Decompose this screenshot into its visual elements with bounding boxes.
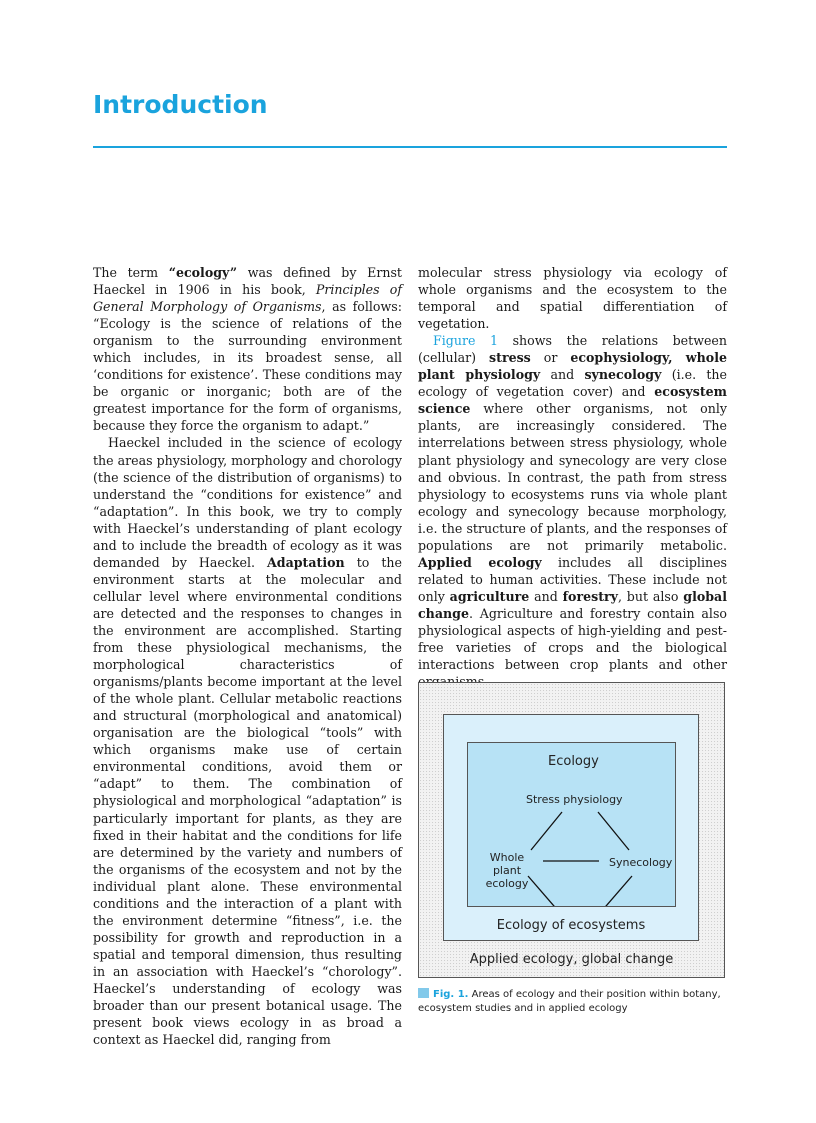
ecosystems-box: [443, 714, 699, 941]
right-column: [418, 264, 727, 690]
term-adaptation: Adaptation: [267, 554, 345, 570]
text-run: includes all disciplines related to human activities. These include not only: [418, 554, 727, 604]
label-line: Whole plant: [489, 851, 525, 877]
line-stress-synecology: [598, 812, 629, 850]
term-synecology: synecology: [584, 367, 662, 383]
term-ecology: “ecology”: [168, 265, 238, 280]
label-applied-ecology: Applied ecology, global change: [469, 952, 674, 967]
label-ecology-of-ecosystems: Ecology of ecosystems: [496, 918, 646, 933]
applied-ecology-box: [418, 682, 725, 978]
text-run: (i.e. the ecology of vegetation cover) and: [418, 367, 727, 400]
line-stress-wholeplant: [531, 812, 562, 850]
text-run: or: [530, 350, 571, 366]
figure-1: [418, 682, 725, 977]
paragraph: [418, 332, 727, 690]
page-title: Introduction: [93, 90, 268, 119]
text-run: Haeckel included in the science of ecology the areas physiology, morphology and chorology (the science of the distribution of organisms) to understand the “conditions for existence” and “adaptation”. In this book, we try to comply with Haeckel’s understanding of plant ecology and to include the breadth of ecology as it was demanded by Haeckel.: [93, 435, 402, 570]
label-synecology: Synecology: [609, 856, 673, 869]
figure-reference-link[interactable]: Figure 1: [433, 333, 499, 349]
text-run: was defined by Ernst Haeckel in 1906 in his book,: [93, 265, 402, 298]
text-run: shows the relations between (cellular): [418, 333, 727, 366]
ecology-box: [467, 742, 676, 907]
term-forestry: forestry: [562, 588, 618, 604]
left-column: [93, 264, 402, 1048]
label-ecology: Ecology: [548, 754, 599, 769]
label-line: ecology: [485, 877, 529, 890]
text-run: where other organisms, not only plants, are increasingly considered. The interrelations between stress physiology, whole plant physiology and synecology are very close and obvious. In contrast, the path from stress physiology to ecosystems runs via whole plant ecology and synecology because morphology, i.e. the structure of plants, and the responses of populations are not primarily metabolic.: [418, 401, 727, 553]
label-whole-plant-ecology: [475, 851, 539, 890]
text-run: , as follows: “Ecology is the science of relations of the organism to the surrounding environment which includes, in its broadest sense, all ‘conditions for existence’. These conditions may be organic or inorganic; both are of the greatest importance for the form of organisms, because they force the organism to adapt.”: [93, 299, 402, 434]
title-rule: [93, 146, 727, 148]
term-ecosystem-science: ecosystem science: [418, 384, 727, 417]
caption-label: Fig. 1.: [433, 989, 469, 1000]
term-stress: stress: [489, 350, 531, 366]
label-stress-physiology: Stress physiology: [526, 793, 623, 806]
paragraph: molecular stress physiology via ecology of whole organisms and the ecosystem to the temporal and spatial differentiation of vegetation.: [418, 265, 727, 332]
book-title: Principles of General Morphology of Organisms: [93, 282, 402, 315]
text-run: . Agriculture and forestry contain also physiological aspects of high-yielding and pest-free varieties of crops and the biological interactions between crop plants and other: [418, 605, 727, 673]
line-synecology-ecosystems: [600, 876, 632, 906]
text-run: and: [540, 367, 585, 383]
term-ecophysiology: ecophysiology, whole plant physiology: [418, 350, 727, 383]
text-run: to the environment starts at the molecular and cellular level where environmental conditions are detected and the responses to changes in the environment are accomplished. Starting from these physiological mechanisms, the morphological characteristics of organisms/plants become important at the level of the whole plant. Cellular metabolic reactions and structural (morphological and anatomical) organisation are the biological “tools” with which organisms make use of certain environmental conditions, avoid them or “adapt” to them. The combination of physiological and morphological “adaptation” is particularly important for plants, as they are fixed in their habitat and the conditions for life are determined by the variety and numbers of the organisms of the ecosystem and not by the individual plant alone. These environmental conditions and the interaction of a plant with the environment determine “fitness”, i.e. the possibility for growth and reproduction in a spatial and temporal dimension, thus resulting in an association with Haeckel’s “chorology”. Haeckel’s understanding of ecology was broader than our present botanical usage. The present book views ecology in as broad a context as Haeckel did, ranging from: [93, 554, 402, 1048]
term-applied-ecology: Applied ecology: [418, 554, 542, 570]
paragraph: [93, 434, 402, 1048]
text-run: and: [529, 588, 563, 604]
paragraph: [93, 264, 402, 434]
figure-caption: [418, 988, 727, 1016]
text-run: , but also: [617, 588, 684, 604]
text-run: The term: [93, 265, 169, 280]
term-global-change: global change: [418, 588, 728, 621]
figure-marker-icon: [418, 988, 429, 998]
caption-text: Areas of ecology and their position within botany, ecosystem studies and in applied ecology: [418, 989, 721, 1014]
term-agriculture: agriculture: [449, 588, 530, 604]
